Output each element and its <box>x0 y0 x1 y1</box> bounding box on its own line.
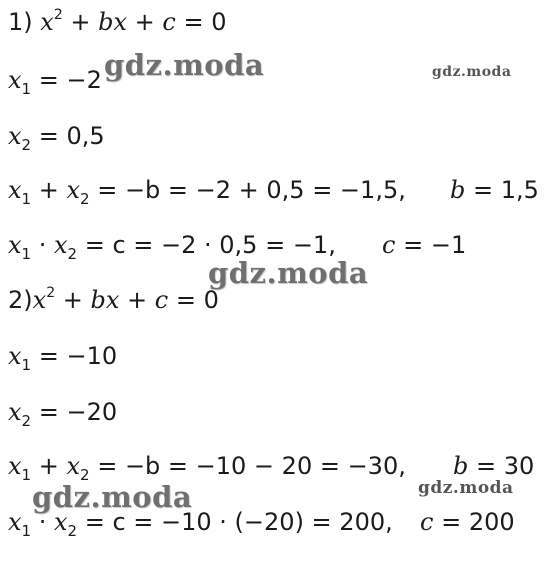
problem-1-sum-line: $x_1 + x_2 = -b = -2 + 0,5 = -1,5$, <box>8 176 406 208</box>
problem-1-product-line: $x_1 \cdot x_2 = c = -2 \cdot 0,5 = -1$, <box>8 231 336 263</box>
problem-1-c-result: = −1 <box>403 231 467 259</box>
problem-1-x1-value: −2 <box>66 66 102 94</box>
watermark: gdz.moda <box>208 256 369 290</box>
problem-1-sum-chain: = −b = −2 + 0,5 = −1,5, <box>97 176 406 204</box>
problem-1-number: 1) <box>8 8 33 36</box>
problem-2-product-line: $x_1 \cdot x_2 = c = -10 \cdot (-20) = 200$, <box>8 508 393 540</box>
problem-2-equation-rhs: 0 <box>203 286 219 314</box>
problem-2-root-x1: $x_1 = -10$ <box>8 342 118 374</box>
problem-2-number: 2) <box>8 286 33 314</box>
watermark: gdz.moda <box>418 478 514 498</box>
watermark: gdz.moda <box>104 48 265 82</box>
problem-1-b-result-line: b = 1,5 <box>450 176 539 204</box>
problem-2-x2-value: −20 <box>66 398 118 426</box>
watermark: gdz.moda <box>32 480 193 514</box>
watermark: gdz.moda <box>432 64 512 80</box>
problem-1-equation: 1) $x^2$ + bx + c = 0 <box>8 7 227 36</box>
problem-1-x2-value: 0,5 <box>66 122 105 150</box>
problem-2-sum-line: $x_1 + x_2 = -b = -10 - 20 = -30$, <box>8 452 406 484</box>
problem-1-b-result: = 1,5 <box>473 176 539 204</box>
problem-2-equation: $2)x^2$ + bx + c = 0 <box>8 285 219 314</box>
problem-1-root-x1: $x_1 = -2$ <box>8 66 102 98</box>
problem-2-product-chain: = c = −10 · (−20) = 200, <box>84 508 393 536</box>
problem-1-root-x2: $x_2 = 0,5$ <box>8 122 105 154</box>
problem-2-sum-chain: = −b = −10 − 20 = −30, <box>97 452 406 480</box>
problem-2-b-result: = 30 <box>476 452 535 480</box>
problem-2-c-result: = 200 <box>441 508 515 536</box>
problem-1-equation-rhs: 0 <box>211 8 227 36</box>
problem-1-c-result-line: c = −1 <box>382 231 467 259</box>
problem-2-root-x2: $x_2 = -20$ <box>8 398 118 430</box>
problem-2-x1-value: −10 <box>66 342 118 370</box>
problem-2-c-result-line: c = 200 <box>420 508 515 536</box>
problem-2-b-result-line: b = 30 <box>453 452 535 480</box>
problem-1-product-chain: = c = −2 · 0,5 = −1, <box>84 231 336 259</box>
